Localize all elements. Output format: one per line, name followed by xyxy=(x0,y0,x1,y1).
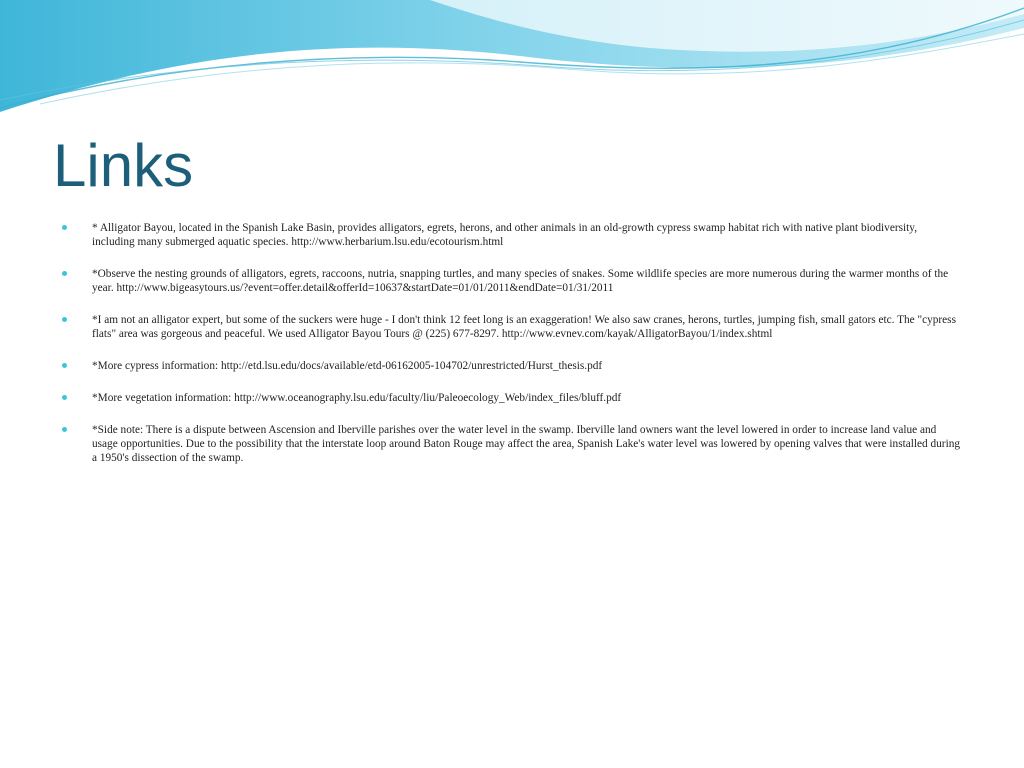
list-item xyxy=(62,359,962,373)
bullet-text: * Alligator Bayou, located in the Spanish Lake Basin, provides alligators, egrets, herons, and other animals in an old-growth cypress swamp habitat rich with native plant biodiversity, including many submerged aquatic species. http://www.herbarium.lsu.edu/ecotourism.html xyxy=(92,222,918,249)
bullet-text: *More vegetation information: http://www.oceanography.lsu.edu/faculty/liu/Paleoecology_Web/index_files/bluff.pdf xyxy=(92,392,622,405)
list-item xyxy=(62,221,962,250)
bullet-list xyxy=(62,221,962,483)
bullet-text: *More cypress information: http://etd.lsu.edu/docs/available/etd-06162005-104702/unrestricted/Hurst_thesis.pdf xyxy=(92,360,603,373)
bullet-text: *Observe the nesting grounds of alligators, egrets, raccoons, nutria, snapping turtles, and many species of snakes. Some wildlife species are more numerous during the warmer months of the year. http://www.bigeasytours.us/?event=offer.detail&offerId=10637&startDate=01/01/2011&endDate=01/31/2011 xyxy=(92,268,949,295)
bullet-dot-icon xyxy=(62,271,67,276)
list-item xyxy=(62,313,962,342)
bullet-text: *I am not an alligator expert, but some of the suckers were huge - I don't think 12 feet long is an exaggeration! We also saw cranes, herons, turtles, jumping fish, small gators etc. The "cypress flats" area was gorgeous and peaceful. We used Alligator Bayou Tours @ (225) 677-8297. http://www.evnev.com/kayak/AlligatorBayou/1/index.shtml xyxy=(92,314,956,341)
bullet-dot-icon xyxy=(62,427,67,432)
list-item xyxy=(62,423,962,466)
bullet-dot-icon xyxy=(62,395,67,400)
list-item xyxy=(62,391,962,405)
header-wave-decoration xyxy=(0,0,1024,120)
list-item xyxy=(62,267,962,296)
bullet-text: *Side note: There is a dispute between Ascension and Iberville parishes over the water level in the swamp. Iberville land owners want the level lowered in order to increase land value and usage opportunities. Due to the possibility that the interstate loop around Baton Rouge may affect the area, Spanish Lake's water level was lowered by opening valves that were installed during a 1950's dissection of the swamp. xyxy=(92,423,961,465)
bullet-dot-icon xyxy=(62,363,67,368)
bullet-dot-icon xyxy=(62,317,67,322)
bullet-dot-icon xyxy=(62,225,67,230)
page-title: Links xyxy=(53,132,194,199)
